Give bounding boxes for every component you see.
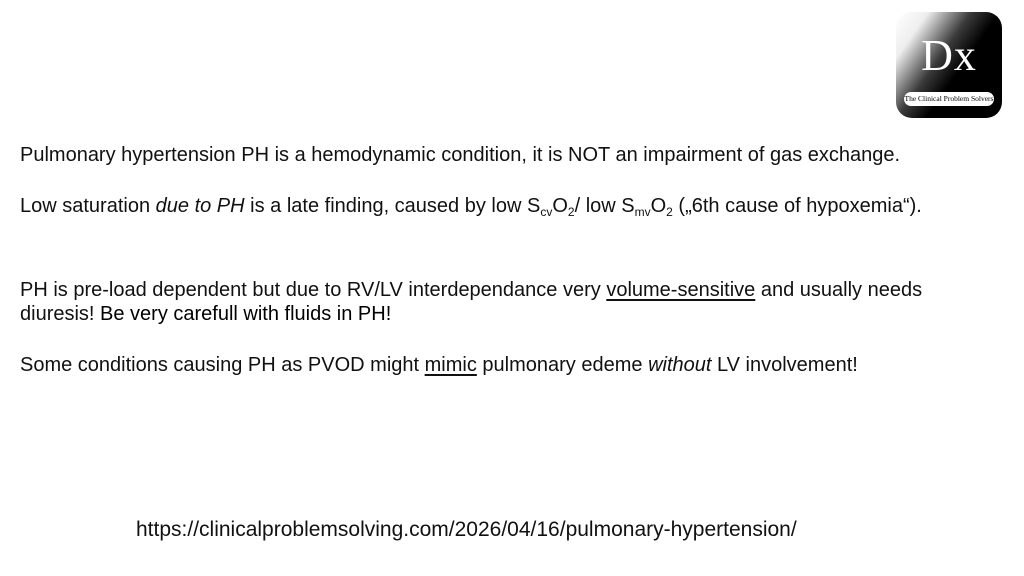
para4-italic-without: without: [648, 354, 712, 376]
para2-text-4: O: [552, 195, 568, 217]
paragraph-pvod: [20, 353, 858, 377]
para2-sub-2b: 2: [666, 205, 673, 219]
logo-tagline: The Clinical Problem Solvers: [904, 92, 994, 106]
para2-text-1: Low saturation: [20, 195, 156, 217]
para2-text-3: is a late finding, caused by low S: [244, 195, 541, 217]
para4-text-5: LV involvement!: [711, 354, 858, 376]
dx-logo: [896, 12, 1002, 118]
source-url: https://clinicalproblemsolving.com/2026/04/16/pulmonary-hypertension/: [136, 518, 797, 541]
para1-text: Pulmonary hypertension PH is a hemodynamic condition, it is NOT an impairment of gas exchange.: [20, 144, 901, 166]
para2-text-5: / low S: [574, 195, 635, 217]
para2-sub-cv: cv: [540, 205, 553, 219]
para2-text-7: („6th cause of hypoxemia“).: [672, 195, 922, 217]
para2-italic-due-to-ph: due to PH: [155, 195, 245, 217]
para4-text-1: Some conditions causing PH as PVOD might: [20, 354, 425, 376]
paragraph-low-saturation: [20, 194, 922, 218]
para3-text-3: and usually needs: [755, 279, 923, 301]
logo-text: Dx: [921, 31, 977, 80]
para4-underline-mimic: mimic: [424, 354, 477, 376]
para4-text-3: pulmonary edeme: [476, 354, 649, 376]
para3-text-1: PH is pre-load dependent but due to RV/LV interdependance very: [20, 279, 607, 301]
para2-sub-mv: mv: [634, 205, 651, 219]
para3-text-4: diuresis!: [20, 303, 101, 325]
para3-underline-volume-sensitive: volume-sensitive: [606, 279, 756, 301]
para2-text-6: O: [650, 195, 667, 217]
para2-sub-2a: 2: [567, 205, 575, 219]
paragraph-gas-exchange: [20, 143, 900, 167]
paragraph-preload: [20, 278, 922, 326]
para3-emphasis-fluids: Be very carefull with fluids in PH!: [100, 303, 392, 325]
